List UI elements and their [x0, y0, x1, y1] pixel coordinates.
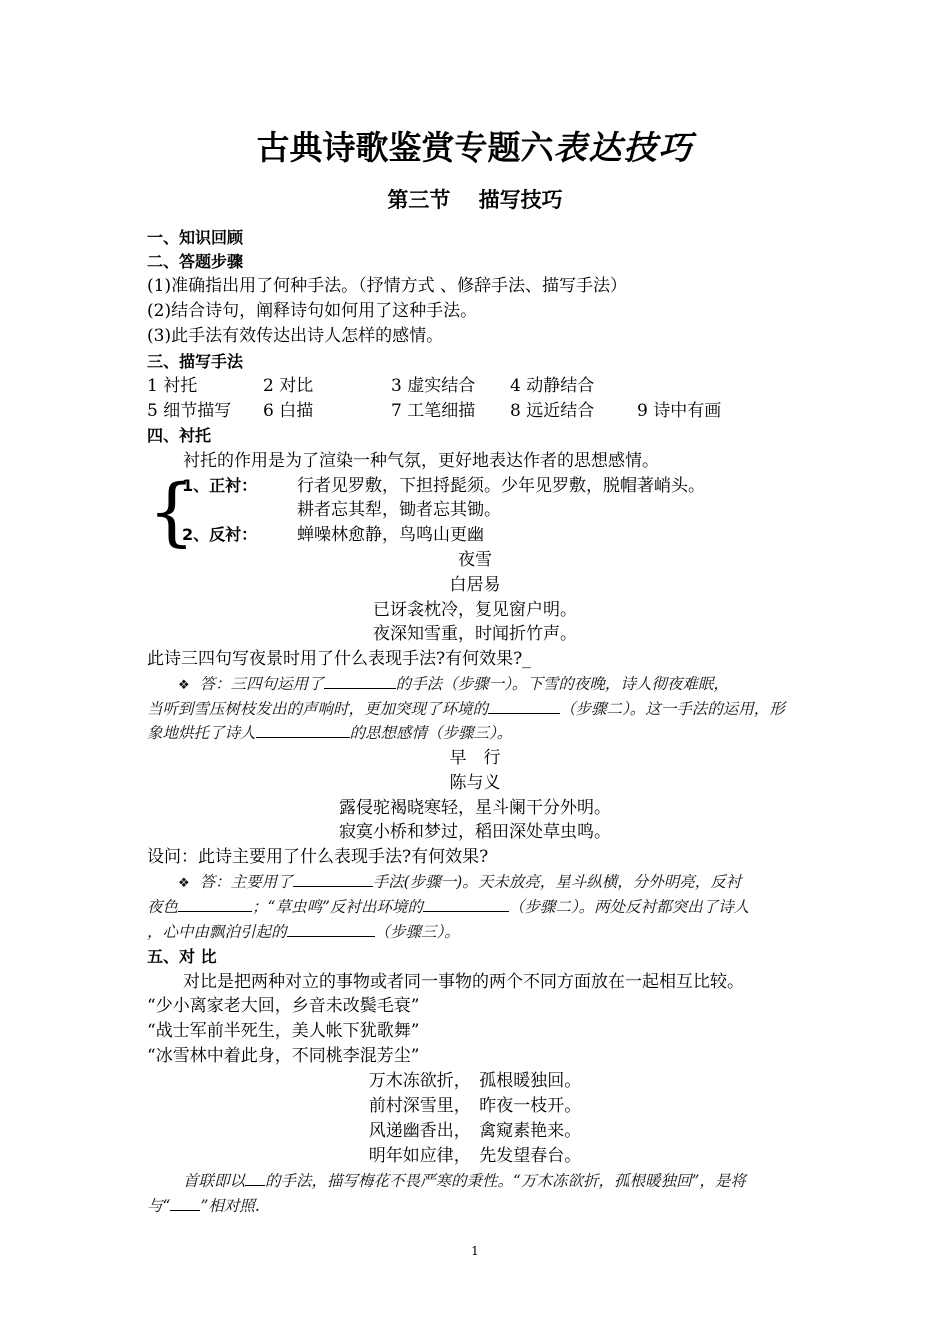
answer-blank[interactable] [293, 870, 373, 887]
answer-2-line-2: 夜色 ；“草虫鸣”反衬出环境的 （步骤二）。两处反衬都突出了诗人 [147, 895, 749, 919]
positive-foil-example-1: 行者见罗敷，下担捋髭须。少年见罗敷，脱帽著峭头。 [297, 476, 705, 496]
section-subtitle: 第三节 描写技巧 [387, 188, 563, 212]
method-8: 8 远近结合 [510, 401, 595, 421]
diamond-bullet-icon: ❖ [178, 678, 190, 693]
answer-blank[interactable] [324, 672, 396, 689]
negative-foil-label: 2、反衬： [182, 525, 258, 544]
answer-2-line-1: ❖ 答：主要用了 手法(步骤一)。天未放亮，星斗纵横，分外明亮，反衬 [178, 870, 741, 896]
step-1: (1)准确指出用了何种手法。（抒情方式 、修辞手法、描写手法） [147, 276, 627, 296]
step-3: (3)此手法有效传达出诗人怎样的感情。 [147, 326, 444, 346]
answer-blank[interactable] [170, 1194, 200, 1211]
answer-1-line-3: 象地烘托了诗人 的思想感情（步骤三）。 [147, 721, 512, 745]
poem2-title: 早 行 [449, 748, 501, 768]
method-5: 5 细节描写 [147, 401, 232, 421]
poem3-line-3: 风递幽香出， 禽窥素艳来。 [368, 1121, 582, 1141]
diamond-bullet-icon: ❖ [178, 876, 190, 891]
positive-foil-label: 1、正衬： [182, 476, 258, 495]
step-2: (2)结合诗句，阐释诗句如何用了这种手法。 [147, 301, 478, 321]
question-1: 此诗三四句写夜景时用了什么表现手法?有何效果?_ [147, 649, 531, 669]
method-4: 4 动静结合 [510, 376, 595, 396]
question-2: 设问：此诗主要用了什么表现手法?有何效果? [147, 847, 489, 867]
poem1-line-1: 已讶衾枕冷，复见窗户明。 [373, 600, 577, 620]
method-6: 6 白描 [263, 401, 314, 421]
answer-blank[interactable] [287, 920, 375, 937]
method-3: 3 虚实结合 [391, 376, 476, 396]
positive-foil-example-2: 耕者忘其犁，锄者忘其锄。 [297, 500, 501, 520]
answer-1-line-1: ❖ 答：三四句运用了 的手法（步骤一）。下雪的夜晚，诗人彻夜难眠， [178, 672, 729, 698]
poem1-line-2: 夜深知雪重，时闻折竹声。 [373, 624, 577, 644]
page-title [0, 126, 950, 170]
brace-icon: { [148, 469, 196, 555]
quote-3: “冰雪林中着此身，不同桃李混芳尘” [147, 1046, 420, 1066]
poem2-line-1: 露侵驼褐晓寒轻，星斗阑干分外明。 [339, 798, 611, 818]
poem2-line-2: 寂寞小桥和梦过，稻田深处草虫鸣。 [339, 822, 611, 842]
poem3-line-2: 前村深雪里， 昨夜一枝开。 [368, 1096, 582, 1116]
heading-answer-steps: 二、答题步骤 [147, 252, 244, 271]
poem3-line-1: 万木冻欲折， 孤根暖独回。 [368, 1071, 582, 1091]
method-1: 1 衬托 [147, 376, 198, 396]
poem3-line-4: 明年如应律， 先发望春台。 [368, 1146, 582, 1166]
quote-2: “战士军前半死生，美人帐下犹歌舞” [147, 1021, 420, 1041]
answer-blank[interactable] [178, 895, 252, 912]
answer-2-line-3: ，心中由飘泊引起的 （步骤三）。 [147, 920, 460, 944]
answer-blank[interactable] [256, 721, 350, 738]
foil-intro: 衬托的作用是为了渲染一种气氛，更好地表达作者的思想感情。 [183, 451, 659, 471]
poem2-author: 陈与义 [449, 773, 501, 793]
comparison-intro: 对比是把两种对立的事物或者同一事物的两个不同方面放在一起相互比较。 [183, 972, 744, 992]
poem1-author: 白居易 [449, 575, 501, 595]
method-7: 7 工笔细描 [391, 401, 476, 421]
title-main: 古典诗歌鉴赏专题六 [256, 128, 554, 167]
heading-comparison: 五、对 比 [147, 947, 217, 966]
method-2: 2 对比 [263, 376, 314, 396]
heading-description-methods: 三、描写手法 [147, 352, 244, 371]
poem1-title: 夜雪 [458, 550, 492, 570]
quote-1: “少小离家老大回，乡音未改鬓毛衰” [147, 996, 420, 1016]
answer-1-line-2: 当听到雪压树枝发出的声响时，更加突现了环境的 （步骤二）。这一手法的运用，形 [147, 697, 785, 721]
answer-blank[interactable] [423, 895, 509, 912]
heading-contrast-foil: 四、衬托 [147, 426, 212, 445]
negative-foil-example: 蝉噪林愈静，鸟鸣山更幽 [297, 525, 484, 545]
method-9: 9 诗中有画 [637, 401, 722, 421]
answer-blank[interactable] [488, 697, 560, 714]
heading-knowledge-review: 一、知识回顾 [147, 228, 244, 247]
page-number: 1 [471, 1244, 479, 1258]
answer-3-line-2: 与“ ”相对照. [147, 1194, 260, 1218]
answer-blank[interactable] [245, 1169, 265, 1186]
answer-3-line-1: 首联即以 的手法，描写梅花不畏严寒的秉性。“万木冻欲折，孤根暖独回”，是将 [183, 1169, 746, 1193]
title-decorative: 表达技巧 [553, 128, 694, 167]
